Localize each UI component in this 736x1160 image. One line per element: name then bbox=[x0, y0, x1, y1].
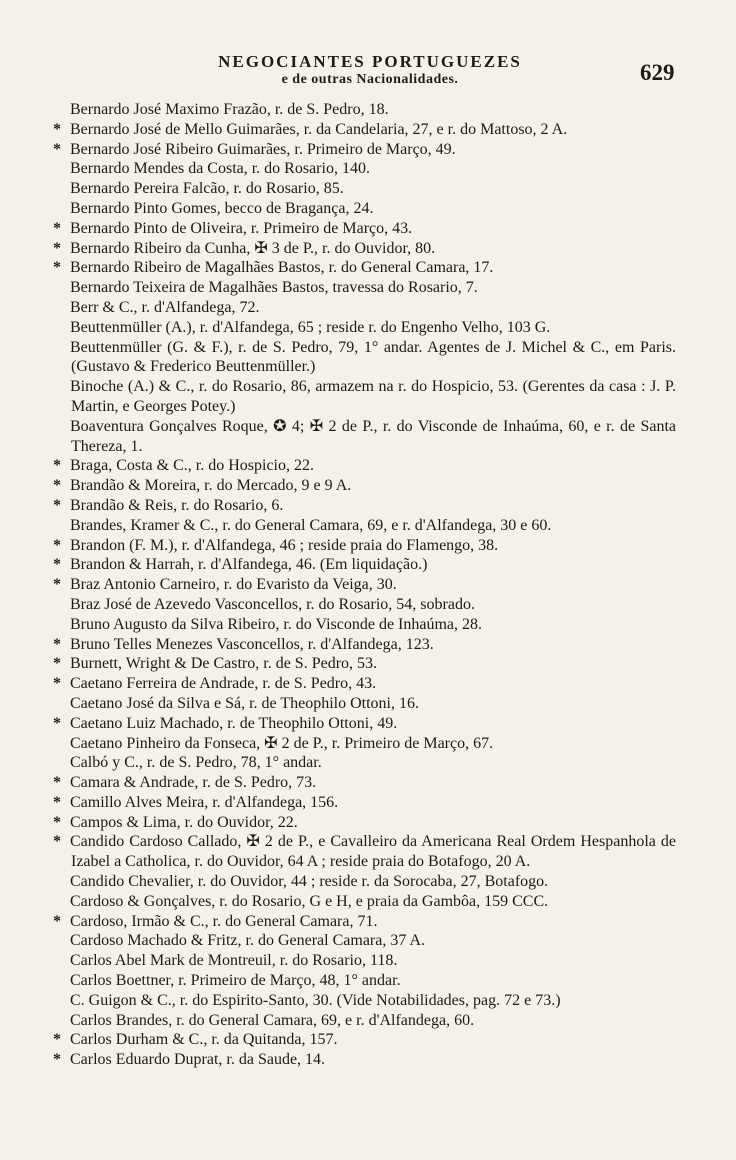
entry-text: Binoche (A.) & C., r. do Rosario, 86, armazem na r. do Hospicio, 53. (Gerentes da casa : J. P. Martin, e Georges Potey.) bbox=[70, 378, 676, 415]
asterisk-marker: * bbox=[53, 774, 61, 792]
entry-text: Brandon (F. M.), r. d'Alfandega, 46 ; reside praia do Flamengo, 38. bbox=[70, 536, 499, 554]
entry-text: Camillo Alves Meira, r. d'Alfandega, 156. bbox=[70, 793, 339, 811]
asterisk-marker: * bbox=[53, 1051, 61, 1069]
asterisk-marker: * bbox=[53, 833, 61, 851]
merchant-entry bbox=[0, 575, 676, 595]
merchant-entry bbox=[0, 100, 676, 120]
merchant-entry bbox=[0, 912, 676, 932]
entry-text: Bernardo José Ribeiro Guimarães, r. Primeiro de Março, 49. bbox=[70, 140, 456, 158]
merchant-entry bbox=[0, 536, 676, 556]
merchant-entry bbox=[0, 714, 676, 734]
merchant-entry bbox=[0, 219, 676, 239]
merchant-entry bbox=[0, 258, 676, 278]
asterisk-marker: * bbox=[53, 120, 61, 138]
merchant-entry bbox=[0, 278, 676, 298]
merchant-entry bbox=[0, 694, 676, 714]
merchant-entry bbox=[0, 931, 676, 951]
merchant-entry bbox=[0, 1050, 676, 1070]
page-number: 629 bbox=[640, 60, 675, 85]
merchant-entry bbox=[0, 120, 676, 140]
merchant-entry bbox=[0, 753, 676, 773]
entry-text: Braz Antonio Carneiro, r. do Evaristo da Veiga, 30. bbox=[70, 576, 397, 594]
asterisk-marker: * bbox=[53, 635, 61, 653]
entry-text: Brandon & Harrah, r. d'Alfandega, 46. (Em liquidação.) bbox=[70, 556, 428, 574]
entry-text: Burnett, Wright & De Castro, r. de S. Pedro, 53. bbox=[70, 655, 378, 673]
merchant-entry bbox=[0, 892, 676, 912]
asterisk-marker: * bbox=[53, 675, 61, 693]
merchant-entry bbox=[0, 1030, 676, 1050]
entry-text: Camara & Andrade, r. de S. Pedro, 73. bbox=[70, 774, 317, 792]
entry-text: Caetano José da Silva e Sá, r. de Theophilo Ottoni, 16. bbox=[70, 694, 419, 712]
entry-text: Caetano Pinheiro da Fonseca, ✠ 2 de P., r. Primeiro de Março, 67. bbox=[70, 734, 494, 752]
entry-text: Candido Cardoso Callado, ✠ 2 de P., e Cavalleiro da Americana Real Ordem Hespanhola de Izabel a Catholica, r. do Ouvidor, 64 A ; reside praia do Botafogo, 20 A. bbox=[70, 833, 676, 871]
entry-text: Carlos Abel Mark de Montreuil, r. do Rosario, 118. bbox=[70, 952, 398, 970]
entry-text: Cardoso Machado & Fritz, r. do General Camara, 37 A. bbox=[70, 932, 426, 950]
asterisk-marker: * bbox=[53, 219, 61, 237]
entry-text: Carlos Durham & C., r. da Quitanda, 157. bbox=[70, 1031, 338, 1049]
entry-text: Carlos Eduardo Duprat, r. da Saude, 14. bbox=[70, 1051, 326, 1069]
asterisk-marker: * bbox=[53, 259, 61, 277]
merchant-entry bbox=[0, 476, 676, 496]
entry-text: Caetano Ferreira de Andrade, r. de S. Pedro, 43. bbox=[70, 675, 377, 693]
entry-text: Bernardo Pinto Gomes, becco de Bragança, 24. bbox=[70, 199, 374, 217]
entry-text: Braga, Costa & C., r. do Hospicio, 22. bbox=[70, 457, 314, 475]
merchant-list bbox=[0, 100, 736, 1070]
entry-text: Calbó y C., r. de S. Pedro, 78, 1° andar. bbox=[70, 754, 322, 772]
merchant-entry bbox=[0, 318, 676, 338]
merchant-entry bbox=[0, 417, 676, 457]
entry-text: Candido Chevalier, r. do Ouvidor, 44 ; reside r. da Sorocaba, 27, Botafogo. bbox=[70, 873, 549, 891]
merchant-entry bbox=[0, 951, 676, 971]
asterisk-marker: * bbox=[53, 1031, 61, 1049]
entry-text: Cardoso, Irmão & C., r. do General Camara, 71. bbox=[70, 912, 378, 930]
merchant-entry bbox=[0, 971, 676, 991]
entry-text: Campos & Lima, r. do Ouvidor, 22. bbox=[70, 813, 298, 831]
asterisk-marker: * bbox=[53, 140, 61, 158]
merchant-entry bbox=[0, 496, 676, 516]
asterisk-marker: * bbox=[53, 813, 61, 831]
merchant-entry bbox=[0, 179, 676, 199]
entry-text: Bernardo Teixeira de Magalhães Bastos, travessa do Rosario, 7. bbox=[70, 279, 478, 297]
page-title: NEGOCIANTES PORTUGUEZES bbox=[218, 52, 522, 71]
merchant-entry bbox=[0, 991, 676, 1011]
entry-text: Brandão & Reis, r. do Rosario, 6. bbox=[70, 496, 284, 514]
merchant-entry bbox=[0, 734, 676, 754]
merchant-entry bbox=[0, 635, 676, 655]
entry-text: C. Guigon & C., r. do Espirito-Santo, 30. (Vide Notabilidades, pag. 72 e 73.) bbox=[70, 991, 561, 1009]
entry-text: Bernardo Pereira Falcão, r. do Rosario, 85. bbox=[70, 180, 344, 198]
entry-text: Caetano Luiz Machado, r. de Theophilo Ottoni, 49. bbox=[70, 714, 398, 732]
merchant-entry bbox=[0, 793, 676, 813]
merchant-entry bbox=[0, 674, 676, 694]
asterisk-marker: * bbox=[53, 477, 61, 495]
asterisk-marker: * bbox=[53, 239, 61, 257]
merchant-entry bbox=[0, 595, 676, 615]
asterisk-marker: * bbox=[53, 536, 61, 554]
entry-text: Brandes, Kramer & C., r. do General Camara, 69, e r. d'Alfandega, 30 e 60. bbox=[70, 516, 552, 534]
asterisk-marker: * bbox=[53, 714, 61, 732]
merchant-entry bbox=[0, 654, 676, 674]
asterisk-marker: * bbox=[53, 655, 61, 673]
entry-text: Boaventura Gonçalves Roque, ✪ 4; ✠ 2 de P., r. do Visconde de Inhaúma, 60, e r. de Santa Thereza, 1. bbox=[70, 417, 676, 455]
entry-text: Bruno Telles Menezes Vasconcellos, r. d'Alfandega, 123. bbox=[70, 635, 434, 653]
merchant-entry bbox=[0, 872, 676, 892]
merchant-entry bbox=[0, 298, 676, 318]
page-header bbox=[0, 48, 736, 92]
merchant-entry bbox=[0, 615, 676, 635]
entry-text: Brandão & Moreira, r. do Mercado, 9 e 9 A. bbox=[70, 477, 352, 495]
asterisk-marker: * bbox=[53, 496, 61, 514]
asterisk-marker: * bbox=[53, 556, 61, 574]
merchant-entry bbox=[0, 239, 676, 259]
entry-text: Berr & C., r. d'Alfandega, 72. bbox=[70, 298, 260, 316]
entry-text: Bruno Augusto da Silva Ribeiro, r. do Visconde de Inhaúma, 28. bbox=[70, 615, 483, 633]
asterisk-marker: * bbox=[53, 912, 61, 930]
entry-text: Bernardo Pinto de Oliveira, r. Primeiro de Março, 43. bbox=[70, 219, 413, 237]
merchant-entry bbox=[0, 773, 676, 793]
entry-text: Cardoso & Gonçalves, r. do Rosario, G e H, e praia da Gambôa, 159 CCC. bbox=[70, 892, 549, 910]
entry-text: Beuttenmüller (A.), r. d'Alfandega, 65 ; reside r. do Engenho Velho, 103 G. bbox=[70, 318, 551, 336]
merchant-entry bbox=[0, 555, 676, 575]
asterisk-marker: * bbox=[53, 793, 61, 811]
asterisk-marker: * bbox=[53, 576, 61, 594]
entry-text: Bernardo José de Mello Guimarães, r. da Candelaria, 27, e r. do Mattoso, 2 A. bbox=[70, 120, 568, 138]
entry-text: Beuttenmüller (G. & F.), r. de S. Pedro, 79, 1° andar. Agentes de J. Michel & C., em Paris. (Gustavo & Frederico Beuttenmüller.) bbox=[70, 338, 676, 376]
entry-text: Carlos Boettner, r. Primeiro de Março, 48, 1° andar. bbox=[70, 972, 401, 990]
page-subtitle: e de outras Nacionalidades. bbox=[281, 72, 459, 87]
merchant-entry bbox=[0, 813, 676, 833]
entry-text: Carlos Brandes, r. do General Camara, 69, e r. d'Alfandega, 60. bbox=[70, 1011, 475, 1029]
entry-text: Bernardo Ribeiro da Cunha, ✠ 3 de P., r. do Ouvidor, 80. bbox=[70, 239, 436, 257]
merchant-entry bbox=[0, 1011, 676, 1031]
entry-text: Bernardo Ribeiro de Magalhães Bastos, r. do General Camara, 17. bbox=[70, 259, 494, 277]
asterisk-marker: * bbox=[53, 457, 61, 475]
merchant-entry bbox=[0, 199, 676, 219]
merchant-entry bbox=[0, 456, 676, 476]
merchant-entry bbox=[0, 832, 676, 872]
entry-text: Bernardo Mendes da Costa, r. do Rosario, 140. bbox=[70, 160, 370, 178]
merchant-entry bbox=[0, 140, 676, 160]
merchant-entry bbox=[0, 159, 676, 179]
merchant-entry bbox=[0, 516, 676, 536]
merchant-entry bbox=[0, 338, 676, 378]
entry-text: Bernardo José Maximo Frazão, r. de S. Pedro, 18. bbox=[70, 101, 389, 118]
merchant-entry bbox=[0, 377, 676, 417]
entry-text: Braz José de Azevedo Vasconcellos, r. do Rosario, 54, sobrado. bbox=[70, 595, 475, 613]
